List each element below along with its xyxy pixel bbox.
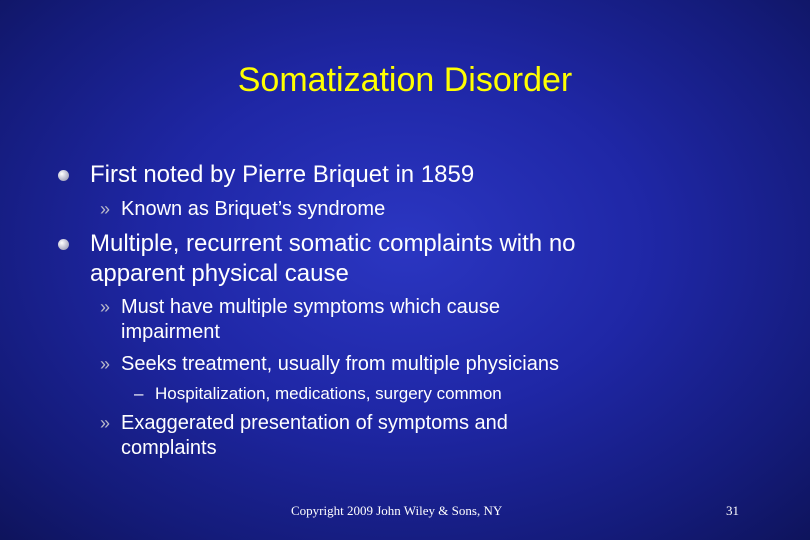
chevron-bullet-icon: » <box>100 297 111 317</box>
page-number: 31 <box>726 503 739 518</box>
bullet-2-line-2: apparent physical cause <box>90 260 349 287</box>
bullet-1-sub-1: Known as Briquet’s syndrome <box>121 198 386 220</box>
bullet-2-sub-2-detail: Hospitalization, medications, surgery common <box>155 384 502 403</box>
chevron-bullet-icon: » <box>100 413 111 433</box>
bullet-2-sub-2: Seeks treatment, usually from multiple physicians <box>121 353 559 375</box>
bullet-2-sub-3-line-2: complaints <box>121 437 217 459</box>
slide-title: Somatization Disorder <box>237 61 573 99</box>
dash-bullet-icon: – <box>134 384 144 403</box>
bullet-dot-icon <box>58 170 69 181</box>
bullet-2-sub-3-line-1: Exaggerated presentation of symptoms and <box>121 412 508 434</box>
bullet-dot-icon <box>58 239 69 250</box>
bullet-2-sub-1-line-2: impairment <box>121 321 220 343</box>
copyright-footer: Copyright 2009 John Wiley & Sons, NY <box>291 503 503 518</box>
chevron-bullet-icon: » <box>100 354 111 374</box>
bullet-1-text: First noted by Pierre Briquet in 1859 <box>90 161 475 188</box>
bullet-2-sub-1-line-1: Must have multiple symptoms which cause <box>121 296 501 318</box>
bullet-2-line-1: Multiple, recurrent somatic complaints with no <box>90 230 576 257</box>
chevron-bullet-icon: » <box>100 199 111 219</box>
